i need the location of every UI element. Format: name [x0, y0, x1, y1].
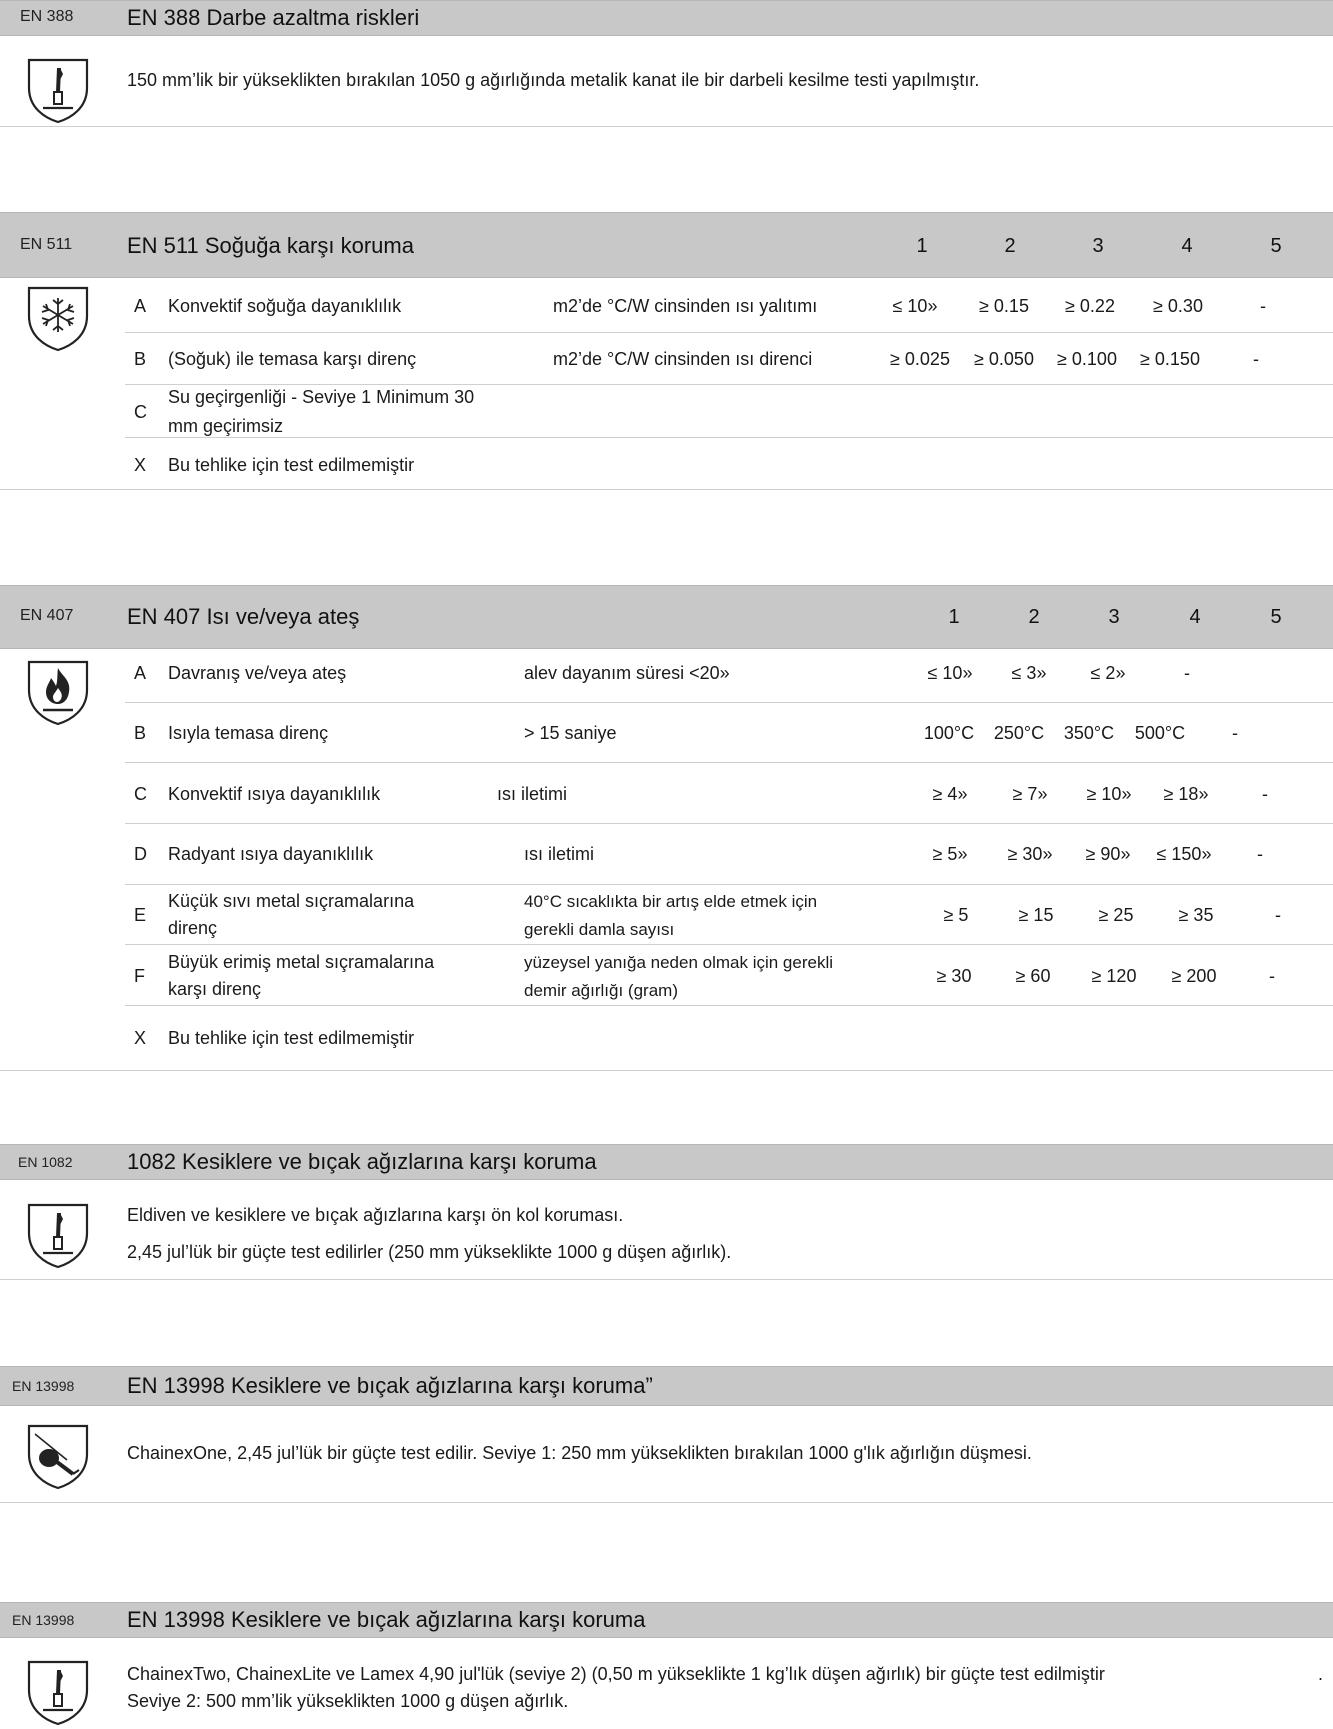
en1082-description-line1: Eldiven ve kesiklere ve bıçak ağızlarına karşı ön kol koruması. — [127, 1205, 624, 1225]
row-value: ≥ 30» — [1007, 844, 1053, 864]
row-label: Radyant ısıya dayanıklılık — [168, 844, 374, 864]
section-code: EN 13998 — [12, 1378, 75, 1394]
row-label: Davranış ve/veya ateş — [168, 663, 347, 683]
row-value: ≤ 10» — [892, 296, 938, 316]
flame-shield-icon — [27, 660, 89, 726]
impact-shield-icon — [27, 1424, 89, 1490]
en13998a-header — [0, 1366, 1333, 1406]
row-value: ≥ 15 — [1018, 905, 1054, 925]
snowflake-shield-icon — [27, 286, 89, 352]
section-code: EN 511 — [20, 236, 73, 253]
section-code: EN 407 — [20, 607, 74, 624]
row-value: - — [1232, 723, 1238, 743]
row-label: Bu tehlike için test edilmemiştir — [168, 455, 415, 475]
level-4: 4 — [1181, 235, 1193, 257]
en1082-description-line2: 2,45 jul’lük bir güçte test edilirler (250 mm yükseklikte 1000 g düşen ağırlık). — [127, 1242, 732, 1262]
row-value: - — [1260, 296, 1266, 316]
level-5: 5 — [1270, 235, 1282, 257]
level-2: 2 — [1028, 606, 1040, 628]
row-value: ≥ 120 — [1091, 966, 1137, 986]
level-4: 4 — [1189, 606, 1201, 628]
row-measure-line1: yüzeysel yanığa neden olmak için gerekli — [524, 953, 834, 972]
row-value: 500°C — [1134, 723, 1186, 743]
row-letter: E — [134, 905, 147, 925]
row-divider — [125, 384, 1333, 385]
row-letter: X — [134, 455, 147, 475]
section-code: EN 1082 — [18, 1154, 73, 1170]
knife-shield-icon — [27, 58, 89, 124]
en13998b-description-line2: Seviye 2: 500 mm’lik yükseklikten 1000 g düşen ağırlık. — [127, 1691, 569, 1711]
row-label: Bu tehlike için test edilmemiştir — [168, 1028, 415, 1048]
row-value: - — [1253, 349, 1259, 369]
section-title: EN 388 Darbe azaltma riskleri — [127, 5, 420, 30]
row-measure: m2’de °C/W cinsinden ısı yalıtımı — [553, 296, 818, 316]
row-letter: A — [134, 296, 147, 316]
level-1: 1 — [916, 235, 928, 257]
row-value: ≥ 5 — [943, 905, 969, 925]
level-5: 5 — [1270, 606, 1282, 628]
row-value: ≥ 0.100 — [1057, 349, 1117, 369]
level-2: 2 — [1004, 235, 1016, 257]
row-value: ≥ 35 — [1178, 905, 1214, 925]
en1082-header — [0, 1144, 1333, 1180]
en388-description: 150 mm’lik bir yükseklikten bırakılan 1050 g ağırlığında metalik kanat ile bir darbeli kesilme testi yapılmıştır. — [127, 70, 980, 90]
row-value: ≤ 10» — [927, 663, 973, 683]
row-divider — [125, 437, 1333, 438]
level-3: 3 — [1108, 606, 1120, 628]
en13998b-description-line1: ChainexTwo, ChainexLite ve Lamex 4,90 jul'lük (seviye 2) (0,50 m yükseklikte 1 kg’lık düşen ağırlık) bir güçte test edilmiştir — [127, 1664, 1105, 1684]
row-value: 100°C — [923, 723, 975, 743]
row-value: ≥ 7» — [1012, 784, 1048, 804]
divider — [0, 1502, 1333, 1503]
row-divider — [125, 884, 1333, 885]
row-divider — [125, 762, 1333, 763]
row-letter: A — [134, 663, 147, 683]
row-label-line1: Büyük erimiş metal sıçramalarına — [168, 952, 435, 972]
row-value: ≥ 10» — [1086, 784, 1132, 804]
row-value: ≥ 0.22 — [1065, 296, 1115, 316]
row-value: - — [1269, 966, 1275, 986]
knife-shield-icon — [27, 1203, 89, 1269]
row-measure: ısı iletimi — [497, 784, 568, 804]
row-label: Konvektif soğuğa dayanıklılık — [168, 296, 402, 316]
en388-header — [0, 0, 1333, 36]
row-letter: F — [134, 966, 145, 986]
row-value: ≥ 0.150 — [1140, 349, 1200, 369]
row-divider — [125, 332, 1333, 333]
trailing-dot: . — [1318, 1664, 1324, 1684]
section-title: EN 407 Isı ve/veya ateş — [127, 604, 360, 629]
row-value: ≥ 30 — [936, 966, 972, 986]
row-measure: ısı iletimi — [524, 844, 595, 864]
level-3: 3 — [1092, 235, 1104, 257]
divider — [0, 1279, 1333, 1280]
row-label: Isıyla temasa direnç — [168, 723, 329, 743]
row-label-line1: Su geçirgenliği - Seviye 1 Minimum 30 — [168, 387, 475, 407]
row-measure: > 15 saniye — [524, 723, 617, 743]
row-value: 250°C — [993, 723, 1045, 743]
row-measure: alev dayanım süresi <20» — [524, 663, 730, 683]
row-divider — [125, 1005, 1333, 1006]
row-letter: D — [134, 844, 147, 864]
row-value: ≥ 25 — [1098, 905, 1134, 925]
row-letter: B — [134, 349, 147, 369]
divider — [0, 1070, 1333, 1071]
en511-header — [0, 212, 1333, 278]
row-value: - — [1275, 905, 1281, 925]
row-divider — [125, 823, 1333, 824]
row-value: ≥ 0.025 — [890, 349, 950, 369]
section-title: 1082 Kesiklere ve bıçak ağızlarına karşı koruma — [127, 1149, 597, 1174]
en407-header — [0, 585, 1333, 649]
row-value: ≥ 200 — [1171, 966, 1217, 986]
row-divider — [125, 944, 1333, 945]
en13998a-description: ChainexOne, 2,45 jul’lük bir güçte test edilir. Seviye 1: 250 mm yükseklikten bırakılan 1000 g'lık ağırlığın düşmesi. — [127, 1443, 1032, 1463]
row-measure-line2: demir ağırlığı (gram) — [524, 981, 678, 1000]
section-title: EN 511 Soğuğa karşı koruma — [127, 233, 414, 258]
row-label-line2: direnç — [168, 918, 218, 938]
row-label: Konvektif ısıya dayanıklılık — [168, 784, 381, 804]
row-value: ≥ 4» — [932, 784, 968, 804]
row-divider — [125, 702, 1333, 703]
row-value: - — [1262, 784, 1268, 804]
row-label-line1: Küçük sıvı metal sıçramalarına — [168, 891, 415, 911]
row-letter: C — [134, 784, 147, 804]
row-value: ≥ 60 — [1015, 966, 1051, 986]
row-label-line2: karşı direnç — [168, 979, 262, 999]
row-label: (Soğuk) ile temasa karşı direnç — [168, 349, 417, 369]
section-title: EN 13998 Kesiklere ve bıçak ağızlarına karşı koruma” — [127, 1373, 653, 1398]
row-value: - — [1257, 844, 1263, 864]
section-code: EN 388 — [20, 8, 74, 25]
level-1: 1 — [948, 606, 960, 628]
row-value: ≤ 2» — [1090, 663, 1126, 683]
row-value: ≥ 5» — [932, 844, 968, 864]
divider — [0, 489, 1333, 490]
row-value: ≥ 0.050 — [974, 349, 1034, 369]
row-label-line2: mm geçirimsiz — [168, 416, 283, 436]
row-letter: C — [134, 402, 147, 422]
row-value: ≥ 18» — [1163, 784, 1209, 804]
row-value: - — [1184, 663, 1190, 683]
section-code: EN 13998 — [12, 1612, 75, 1628]
row-measure-line1: 40°C sıcaklıkta bir artış elde etmek için — [524, 892, 818, 911]
row-letter: X — [134, 1028, 147, 1048]
row-value: ≥ 90» — [1085, 844, 1131, 864]
divider — [0, 126, 1333, 127]
row-letter: B — [134, 723, 147, 743]
row-value: 350°C — [1063, 723, 1115, 743]
row-value: ≤ 150» — [1156, 844, 1212, 864]
knife-shield-icon — [27, 1660, 89, 1726]
en13998b-header — [0, 1602, 1333, 1638]
row-value: ≤ 3» — [1011, 663, 1047, 683]
row-measure-line2: gerekli damla sayısı — [524, 920, 675, 939]
row-measure: m2’de °C/W cinsinden ısı direnci — [553, 349, 813, 369]
row-value: ≥ 0.30 — [1153, 296, 1203, 316]
row-value: ≥ 0.15 — [979, 296, 1029, 316]
section-title: EN 13998 Kesiklere ve bıçak ağızlarına karşı koruma — [127, 1607, 646, 1632]
